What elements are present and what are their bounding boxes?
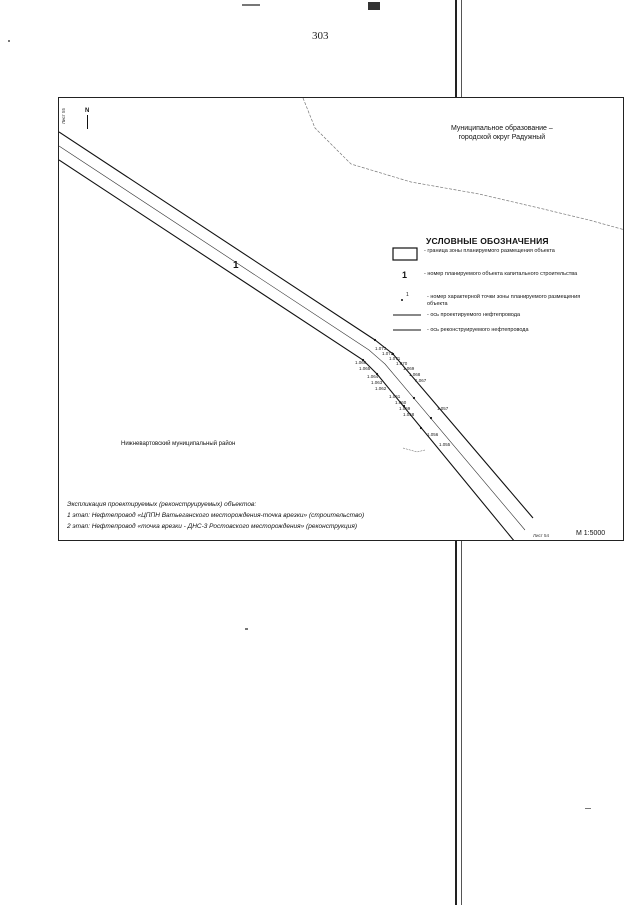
point-label: 1.070: [396, 361, 408, 366]
point-label: 1.058: [403, 412, 415, 417]
point-label: 1.055: [439, 442, 451, 447]
page-number: 303: [312, 30, 329, 42]
legend-symbols: [393, 248, 421, 330]
scan-speck: [242, 4, 260, 6]
point-label: 1.067: [415, 378, 427, 383]
municipality-line-2: городской округ Радужный: [458, 134, 546, 141]
legend-symbol-zone-point: 1: [406, 292, 409, 298]
legend-item-designed-axis: - ось проектируемого нефтепровода: [427, 312, 521, 318]
zone-point: [420, 427, 422, 429]
point-label: 1.060: [395, 400, 407, 405]
point-label: 1.073: [375, 346, 387, 351]
legend-item-zone-boundary: - граница зоны планируемого размещения объекта: [424, 248, 555, 254]
municipality-label: [451, 124, 553, 142]
point-label: 1.065: [359, 366, 371, 371]
zone-boundary-lower: [59, 160, 515, 541]
municipality-line-1: Муниципальное образование –: [451, 125, 553, 132]
explication-line-1: 1 этап: Нефтепровод «ЦППН Ватьеганского месторождения-точка врезки» (строительство): [67, 512, 365, 519]
region-label: Нижневартовский муниципальный район: [121, 441, 236, 447]
point-label: 1.068: [409, 372, 421, 377]
designed-pipeline-axis: [59, 146, 525, 530]
scan-speck: [8, 40, 10, 42]
zone-point: [430, 417, 432, 419]
route-number-label: 1: [233, 260, 239, 271]
legend-symbol-zone-point-dot: [401, 299, 403, 301]
map-scale: М 1:5000: [576, 530, 606, 537]
map-frame: [58, 97, 624, 541]
north-arrow-shaft: [87, 115, 88, 129]
scan-speck: [585, 808, 591, 809]
point-label: 1.057: [437, 406, 449, 411]
zone-point: [374, 339, 376, 341]
sheet-right-note: Лист 54: [533, 533, 550, 538]
explication-line-2: 2 этап: Нефтепровод «точка врезки - ДНС-3 Ростовского месторождения» (реконструкция): [67, 523, 357, 530]
point-label: 1.066: [355, 360, 367, 365]
pipeline-corridor: [59, 132, 533, 541]
legend-item-reconstructed-axis: - ось реконструируемого нефтепровода: [427, 327, 529, 333]
point-label: 1.072: [382, 351, 394, 356]
small-road-stub: [403, 448, 425, 452]
point-label: 1.056: [427, 432, 439, 437]
legend-item-object-number: - номер планируемого объекта капитального строительства: [424, 271, 578, 277]
point-label: 1.064: [367, 374, 379, 379]
point-label: 1.071: [389, 356, 401, 361]
point-label: 1.059: [399, 406, 411, 411]
sheet-left-note: Лист 55: [61, 107, 66, 124]
point-label: 1.062: [375, 386, 387, 391]
explication-title: Экспликация проектируемых (реконструируемых) объектов:: [67, 501, 257, 508]
zone-boundary-upper: [59, 132, 533, 518]
point-label: 1.061: [389, 394, 401, 399]
north-label: N: [85, 108, 90, 114]
legend-symbol-zone-boundary: [393, 248, 417, 260]
map-canvas: [59, 98, 624, 541]
point-label: 1.069: [403, 366, 415, 371]
legend-title: УСЛОВНЫЕ ОБОЗНАЧЕНИЯ: [426, 236, 549, 246]
zone-point: [413, 397, 415, 399]
point-label: 1.063: [371, 380, 383, 385]
scan-speck: [368, 2, 380, 10]
municipal-boundary-line: [303, 98, 624, 230]
legend-item-zone-point: - номер характерной точки зоны планируемого размещения объекта: [427, 294, 581, 307]
north-arrow: [85, 108, 89, 129]
scan-speck: [245, 628, 248, 630]
legend-symbol-object-number: 1: [402, 270, 408, 280]
